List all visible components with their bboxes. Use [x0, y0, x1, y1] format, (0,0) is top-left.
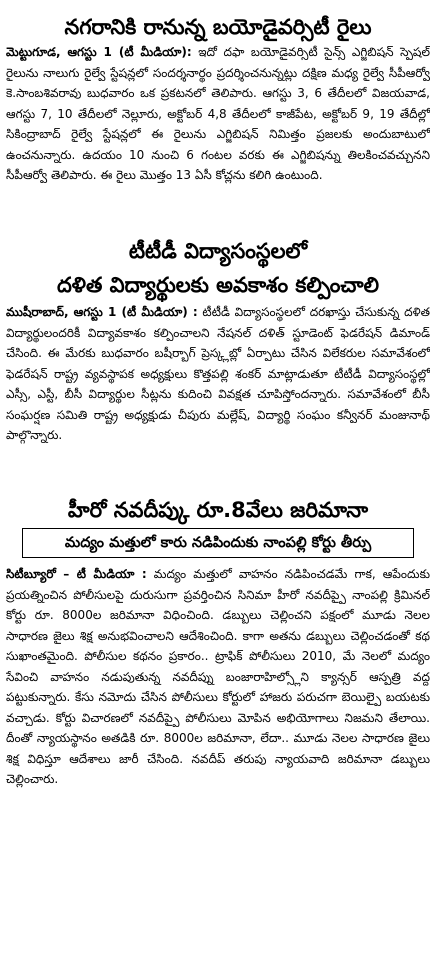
- body-text: మద్యం మత్తులో వాహనం నడిపించడమే గాక, ఆపేందుకు ప్రయత్నించిన పోలీసులపై దురుసుగా ప్రవర్తించిన సినిమా హీరో నవదీప్పై నాంపల్లి క్రిమినల్ కోర్టు రూ. 8000ల జరిమానా విధించింది. డబ్బులు చెల్లించని పక్షంలో మూడు నెలల సాధారణ జైలు శిక్ష అనుభవించాలని ఆదేశించింది. కాగా అతను డబ్బులు చెల్లించడంతో కథ సుఖాంతమైంది. పోలీసుల కథనం ప్రకారం.. ట్రాఫిక్ పోలీసులు 2010, మే నెలలో మద్యం సేవించి వాహనం నడుపుతున్న నవదీప్ను బంజారాహిల్స్లోని క్యాన్సర్ ఆస్పత్రి వద్ద పట్టుకున్నారు. కేసు నమోదు చేసిన పోలీసులు కోర్టులో హాజరు పరుచగా బెయిల్పై బయటకు వచ్చాడు. కోర్టు విచారణలో నవదీప్పై పోలీసులు మోపిన అభియోగాలు నిజమని తేలాయి. దీంతో న్యాయస్థానం అతడికి రూ. 8000ల జరిమానా, లేదా.. మూడు నెలల సాధారణ జైలు శిక్ష విధిస్తూ ఆదేశాలు జారీ చేసింది. నవదీప్ తరుపు న్యాయవాది జరిమానా డబ్బులు చెల్లించారు.: [6, 567, 430, 786]
- body-text: ఇదో దఫా బయోడైవర్సిటీ సైన్స్ ఎగ్జిబిషన్ స్పెషల్ రైలును నాలుగు రైల్వే స్టేషన్లలో సందర్శనార్థం ప్రదర్శించనున్నట్లు దక్షిణ మధ్య రైల్వే సీపీఆర్వో కె.సాంబశివరావు బుధవారం ఒక ప్రకటనలో తెలిపారు. ఆగస్టు 3, 6 తేదీలలో విజయవాడ, ఆగస్టు 7, 10 తేదీలలో నెల్లూరు, అక్టోబర్ 4,8 తేదీలలో కాజీపేట, అక్టోబర్ 9, 19 తేదీల్లో సికింద్రాబాద్ రైల్వే స్టేషన్లలో ఈ రైలును ఎగ్జిబిషన్ నిమిత్తం ప్రజలకు అందుబాటులో ఉంచనున్నారు. ఉదయం 10 నుంచి 6 గంటల వరకు ఈ ఎగ్జిబిషన్ను తిలకించవచ్చునని సీపీఆర్వో తెలిపారు. ఈ రైలు మొత్తం 13 ఏసీ కోచ్లను కలిగి ఉంటుంది.: [6, 45, 430, 182]
- article-body: [6, 42, 430, 234]
- article-biodiversity-train: [0, 0, 436, 234]
- dateline: మెట్టుగూడ, ఆగస్టు 1 (టీ మీడియా):: [6, 45, 192, 59]
- dateline: సిటీబ్యూరో – టీ మీడియా :: [6, 567, 147, 581]
- headline-line-2: దళిత విద్యార్థులకు అవకాశం కల్పించాలి: [56, 273, 379, 297]
- article-body: [6, 302, 430, 494]
- dateline: ముషీరాబాద్, ఆగస్టు 1 (టీ మీడియా) :: [6, 305, 198, 319]
- headline: నగరానికి రానున్న బయోడైవర్సిటీ రైలు: [64, 15, 372, 39]
- body-text: టీటీడీ విద్యాసంస్థలలో దరఖాస్తు చేసుకున్న దళిత విద్యార్థులందరికీ విద్యావకాశం కల్పించాలని నేషనల్ దళిత్ స్టూడెంట్ ఫెడరేషన్ డిమాండ్ చేసింది. ఈ మేరకు బుధవారం బషీర్బాగ్ ప్రెస్క్లబ్లో ఏర్పాటు చేసిన విలేకరుల సమావేశంలో ఫెడరేషన్ రాష్ట్ర వ్యవస్థాపక అధ్యక్షులు కొత్తపల్లి శంకర్ మాట్లాడుతూ టీటీడీ విద్యాసంస్థల్లో ఎస్సీ, ఎస్టీ, బీసీ విద్యార్థుల సీట్లను కుదించి వివక్షత చూపిస్తోందన్నారు. సమావేశంలో బీసీ సంఘర్షణ సమితి రాష్ట్ర అధ్యక్షుడు చీపురు మల్లేష్, విద్యార్థి సంఘం కన్వీనర్ మంజునాథ్ పాల్గొన్నారు.: [6, 305, 430, 442]
- article-body: [6, 564, 430, 872]
- article-ttd-dalit-students: [0, 234, 436, 494]
- article-navdeep-fine: [0, 494, 436, 872]
- headline: హీరో నవదీప్కు రూ.8వేలు జరిమానా: [67, 498, 369, 522]
- headline-line-1: టీటీడీ విద్యాసంస్థలలో: [128, 239, 308, 263]
- subheadline-box: మద్యం మత్తులో కారు నడిపిందుకు నాంపల్లి కోర్టు తీర్పు: [22, 528, 414, 558]
